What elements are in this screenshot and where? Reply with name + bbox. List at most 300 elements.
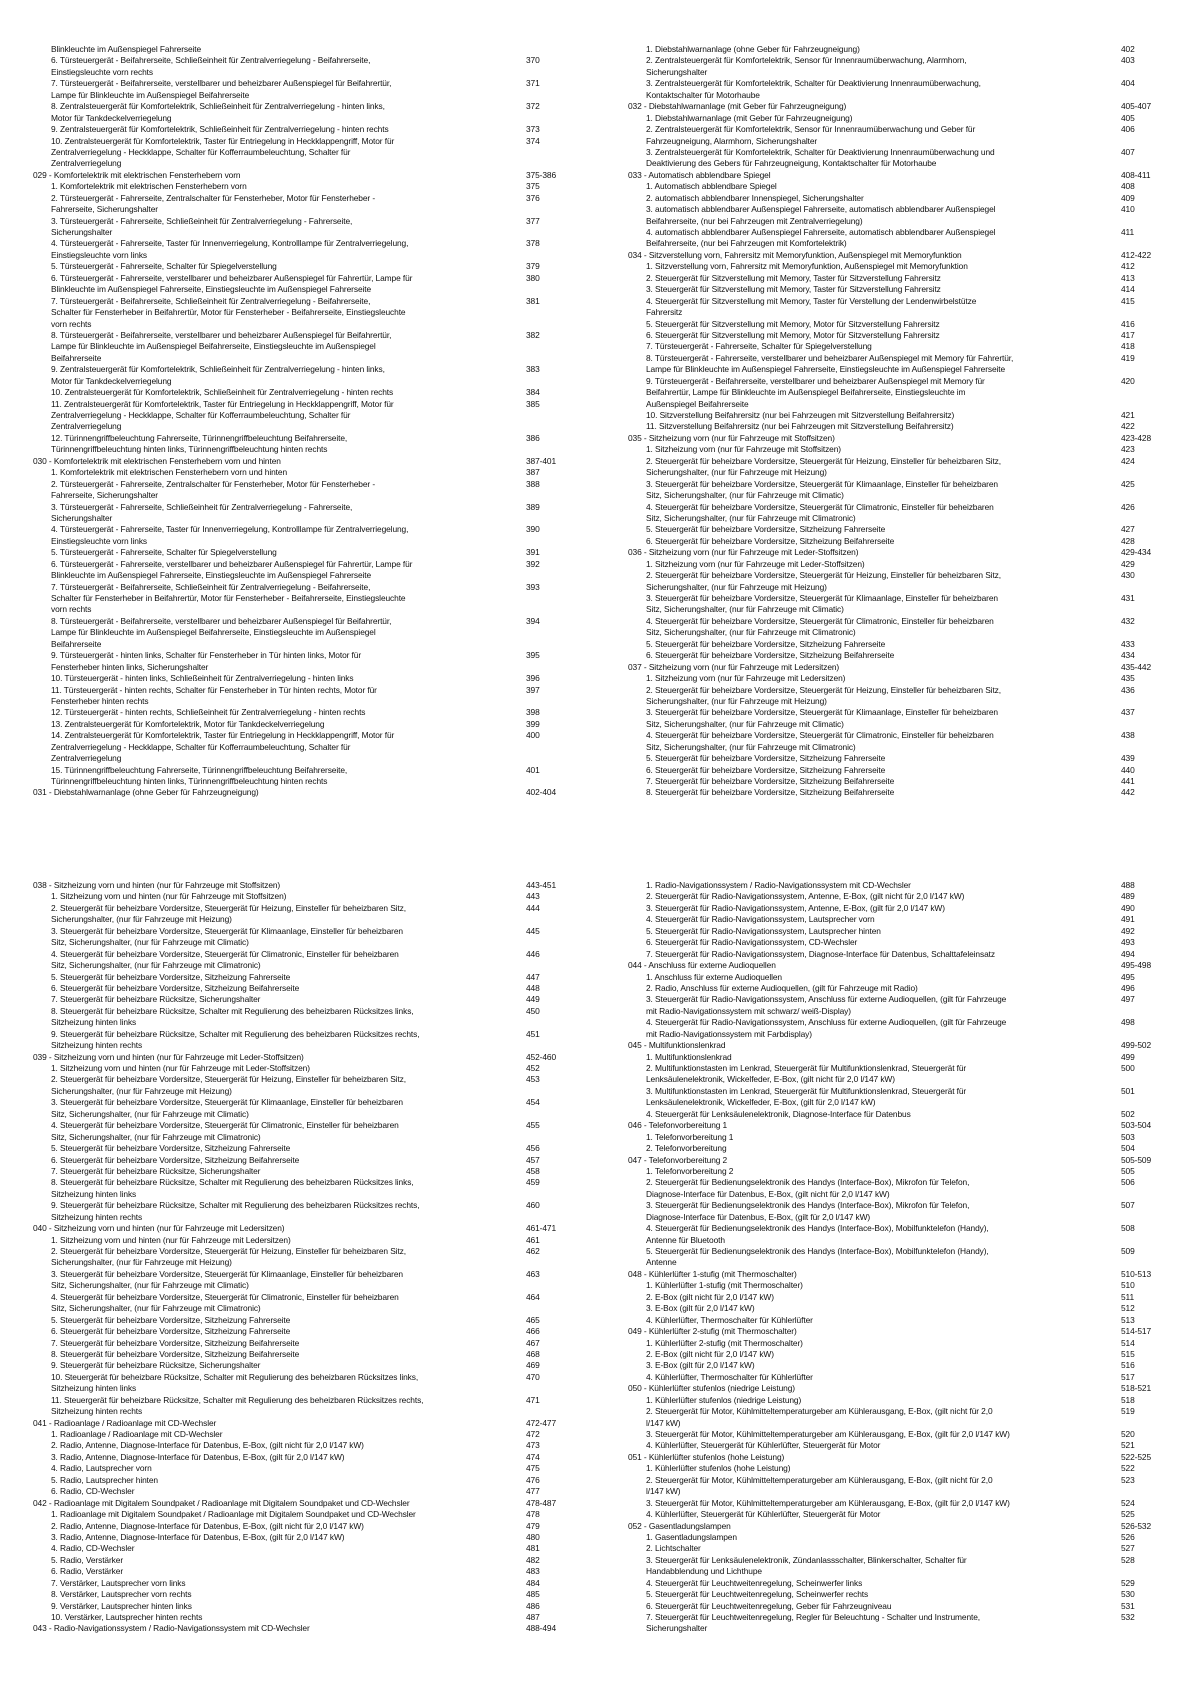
toc-section-heading [33, 1498, 573, 1509]
toc-page-number: 507 [1121, 1200, 1135, 1211]
toc-entry [33, 1097, 573, 1108]
toc-entry-text: 1. Sitzheizung vorn (nur für Fahrzeuge mit Ledersitzen) [646, 673, 846, 684]
toc-entry [33, 1475, 573, 1486]
toc-page-number: 463 [526, 1268, 540, 1279]
toc-entry-text: 037 - Sitzheizung vorn (nur für Fahrzeuge mit Ledersitzen) [628, 661, 840, 672]
toc-entry-text: Lampe für Blinkleuchte im Außenspiegel Beifahrerseite, Einstiegsleuchte im Außenspiegel [51, 341, 376, 352]
toc-page-number: 531 [1121, 1600, 1135, 1611]
toc-page-number: 497 [1121, 994, 1135, 1005]
toc-entry-text: Sicherungshalter, (nur für Fahrzeuge mit Heizung) [646, 581, 827, 592]
toc-page-number: 461-471 [526, 1223, 557, 1234]
toc-entry-text: Motor für Tankdeckelverriegelung [51, 112, 172, 123]
toc-entry-text: 7. Steuergerät für Radio-Navigationssystem, Diagnose-Interface für Datenbus, Schalttafeleinsatz [646, 948, 995, 959]
toc-entry [33, 662, 573, 673]
toc-entry-text: 6. Steuergerät für Sitzverstellung mit Memory, Motor für Sitzverstellung Fahrersitz [646, 329, 940, 340]
toc-entry [628, 1063, 1168, 1074]
toc-entry [33, 1120, 573, 1131]
toc-entry-text: 3. Steuergerät für Motor, Kühlmitteltemperaturgeber am Kühlerausgang, E-Box, (gilt für 2,0 l/147 kW) [646, 1429, 1010, 1439]
toc-entry-text: Sitzheizung hinten rechts [51, 1406, 143, 1417]
toc-entry-text: 1. Automatisch abblendbare Spiegel [646, 181, 777, 192]
toc-entry-text: 3. Steuergerät für Radio-Navigationssystem, Antenne, E-Box, (gilt für 2,0 l/147 kW) [646, 902, 945, 913]
toc-entry-text: Diagnose-Interface für Datenbus, E-Box, (gilt nicht für 2,0 l/147 kW) [646, 1188, 890, 1199]
toc-page-number: 408-411 [1121, 169, 1151, 180]
toc-entry [33, 1040, 573, 1051]
toc-entry [628, 559, 1168, 570]
toc-entry-text: 035 - Sitzheizung vorn (nur für Fahrzeuge mit Stoffsitzen) [628, 432, 835, 443]
toc-page-number: 452-460 [526, 1051, 557, 1062]
toc-entry [628, 1543, 1168, 1554]
toc-entry [33, 296, 573, 307]
toc-entry [33, 1315, 573, 1326]
toc-entry [628, 399, 1168, 410]
toc-entry [628, 1166, 1168, 1177]
toc-page-number: 488-494 [526, 1623, 557, 1634]
toc-page-number: 411 [1121, 227, 1135, 237]
toc-entry-text: Fahrerseite, Sicherungshalter [51, 490, 158, 501]
toc-entry [33, 90, 573, 101]
toc-entry [33, 650, 573, 661]
toc-page-number: 468 [526, 1348, 540, 1359]
toc-entry-text: 8. Türsteuergerät - Beifahrerseite, verstellbarer und beheizbarer Außenspiegel für Beifahrertür, [51, 329, 392, 340]
toc-entry-text: Kontaktschalter für Motorhaube [646, 89, 760, 100]
toc-entry-text: Handabblendung und Lichthupe [646, 1566, 762, 1577]
toc-entry [33, 410, 573, 421]
toc-entry-text: 13. Zentralsteuergerät für Komfortelektrik, Motor für Tankdeckelverriegelung [51, 718, 325, 729]
toc-page-number: 428 [1121, 535, 1135, 546]
toc-entry-text: 6. Steuergerät für beheizbare Vordersitze, Sitzheizung Fahrerseite [646, 764, 886, 775]
toc-entry-text: 2. Türsteuergerät - Fahrerseite, Zentralschalter für Fensterheber, Motor für Fensterheber - [51, 478, 376, 489]
toc-entry-text: 2. Steuergerät für Motor, Kühlmitteltemperaturgeber am Kühlerausgang, E-Box, (gilt nicht für 2,0 [646, 1474, 993, 1485]
toc-entry [628, 227, 1168, 238]
toc-entry [628, 1406, 1168, 1417]
toc-page-number: 432 [1121, 615, 1135, 626]
toc-entry-text: 5. Steuergerät für beheizbare Vordersitze, Sitzheizung Fahrerseite [51, 971, 291, 982]
toc-entry [33, 1006, 573, 1017]
toc-entry-text: 5. Steuergerät für beheizbare Vordersitze, Sitzheizung Fahrerseite [646, 524, 886, 535]
toc-page-number: 474 [526, 1451, 540, 1462]
toc-entry-text: Einstiegsleuchte vorn links [51, 249, 147, 260]
toc-section-heading [628, 1040, 1168, 1051]
toc-entry-text: 6. Steuergerät für Radio-Navigationssystem, CD-Wechsler [646, 937, 858, 948]
toc-entry-text: Sitzheizung hinten rechts [51, 1040, 143, 1051]
toc-entry [628, 719, 1168, 730]
toc-entry-text: 031 - Diebstahlwarnanlage (ohne Geber für Fahrzeugneigung) [33, 787, 259, 798]
toc-entry [628, 593, 1168, 604]
toc-entry [628, 284, 1168, 295]
toc-entry-text: Sitzheizung hinten links [51, 1188, 137, 1199]
toc-page-number: 420 [1121, 375, 1135, 386]
toc-page-number: 412-422 [1121, 249, 1152, 260]
toc-entry [33, 78, 573, 89]
toc-entry-text: 6. Steuergerät für beheizbare Vordersitze, Sitzheizung Fahrerseite [51, 1326, 291, 1337]
toc-page-number: 456 [526, 1143, 540, 1154]
toc-entry [628, 1097, 1168, 1108]
toc-entry-text: 3. E-Box (gilt für 2,0 l/147 kW) [646, 1360, 755, 1371]
toc-entry [33, 1269, 573, 1280]
toc-page-number: 419 [1121, 352, 1135, 363]
toc-entry-text: Fahrerseite, Sicherungshalter [51, 204, 158, 215]
toc-entry [628, 972, 1168, 983]
toc-entry-text: 2. Lichtschalter [646, 1543, 701, 1554]
toc-entry-text: 6. Türsteuergerät - Beifahrerseite, Schließeinheit für Zentralverriegelung - Beifahrerseite, [51, 55, 371, 66]
toc-page-number: 453 [526, 1074, 540, 1085]
toc-page-number: 426 [1121, 501, 1135, 512]
toc-page-number: 460 [526, 1200, 540, 1211]
toc-entry [33, 903, 573, 914]
toc-page-number: 448 [526, 982, 540, 993]
toc-entry-text: 7. Türsteuergerät - Beifahrerseite, verstellbarer und beheizbarer Außenspiegel für Beifahrertür, [51, 78, 392, 89]
toc-page-number: 495 [1121, 971, 1135, 982]
toc-entry-text: Sicherungshalter, (nur für Fahrzeuge mit Heizung) [51, 1257, 232, 1268]
toc-page-number: 516 [1121, 1360, 1135, 1371]
toc-page-number: 467 [526, 1337, 540, 1348]
toc-page-number: 435-442 [1121, 661, 1152, 672]
toc-page-number: 504 [1121, 1143, 1135, 1154]
toc-entry [628, 1372, 1168, 1383]
toc-entry-text: 1. Komfortelektrik mit elektrischen Fensterhebern vorn und hinten [51, 467, 288, 478]
toc-entry [628, 387, 1168, 398]
toc-entry-text: Türinnengriffbeleuchtung hinten links, Türinnengriffbeleuchtung hinten rechts [51, 444, 328, 455]
toc-page-number: 511 [1121, 1291, 1135, 1302]
toc-entry [628, 1578, 1168, 1589]
toc-page-number: 414 [1121, 284, 1135, 295]
toc-page-number: 518-521 [1121, 1383, 1152, 1394]
toc-entry-text: Sitz, Sicherungshalter, (nur für Fahrzeuge mit Climatronic) [51, 1131, 261, 1142]
toc-page-top-right [628, 44, 1168, 814]
toc-entry [33, 1429, 573, 1440]
toc-entry [628, 90, 1168, 101]
toc-page-bottom-left [33, 880, 573, 1670]
toc-page-number: 532 [1121, 1612, 1135, 1622]
toc-page-number: 513 [1121, 1314, 1135, 1325]
toc-entry-text: 3. Türsteuergerät - Fahrerseite, Schließeinheit für Zentralverriegelung - Fahrerseite, [51, 215, 353, 226]
toc-entry-text: 8. Steuergerät für beheizbare Rücksitze, Schalter mit Regulierung des beheizbaren Rücksitzes links, [51, 1005, 414, 1016]
toc-page-number: 423-428 [1121, 432, 1152, 443]
toc-page-number: 423 [1121, 444, 1135, 455]
toc-entry-text: l/147 kW) [646, 1486, 681, 1497]
toc-page-number: 376 [526, 192, 540, 203]
toc-entry [628, 1395, 1168, 1406]
toc-page-number: 418 [1121, 341, 1135, 352]
toc-entry-text: Antenne für Bluetooth [646, 1234, 725, 1245]
toc-entry-text: 3. Multifunktionstasten im Lenkrad, Steuergerät für Multifunktionslenkrad, Steuergerät für [646, 1085, 967, 1096]
toc-page-number: 501 [1121, 1085, 1135, 1096]
toc-section-heading [628, 662, 1168, 673]
toc-entry-text: 1. Diebstahlwarnanlage (ohne Geber für Fahrzeugneigung) [646, 44, 860, 54]
toc-page-number: 522-525 [1121, 1451, 1152, 1462]
toc-page-number: 466 [526, 1326, 540, 1337]
toc-entry [628, 891, 1168, 902]
toc-entry-text: 032 - Diebstahlwarnanlage (mit Geber für Fahrzeugneigung) [628, 101, 847, 112]
toc-entry-text: Sitz, Sicherungshalter, (nur für Fahrzeuge mit Climatic) [646, 490, 844, 501]
toc-entry-text: 2. Steuergerät für beheizbare Vordersitze, Steuergerät für Heizung, Einsteller für beheizbaren Sitz, [646, 455, 1001, 466]
toc-page-number: 440 [1121, 764, 1135, 775]
toc-entry-text: Sitz, Sicherungshalter, (nur für Fahrzeuge mit Climatic) [51, 1108, 249, 1119]
toc-entry [33, 147, 573, 158]
toc-page-number: 455 [526, 1120, 540, 1131]
toc-entry [628, 914, 1168, 925]
toc-page-number: 436 [1121, 684, 1135, 695]
toc-page-number: 484 [526, 1577, 540, 1588]
toc-entry-text: 4. automatisch abblendbarer Außenspiegel Fahrerseite, automatisch abblendbarer Außenspiegel [646, 227, 996, 237]
toc-entry [628, 444, 1168, 455]
toc-page-number: 442 [1121, 787, 1135, 798]
toc-entry [33, 891, 573, 902]
toc-entry [628, 1303, 1168, 1314]
toc-entry-text: Zentralverriegelung - Heckklappe, Schalter für Kofferraumbeleuchtung, Schalter für [51, 741, 351, 752]
toc-page-number: 395 [526, 650, 540, 661]
toc-page-number: 471 [526, 1394, 540, 1405]
toc-entry-text: 6. Steuergerät für Leuchtweitenregelung, Geber für Fahrzeugniveau [646, 1600, 892, 1611]
toc-page-number: 496 [1121, 982, 1135, 993]
toc-page-number: 373 [526, 124, 540, 135]
toc-page-number: 387 [526, 467, 540, 478]
toc-entry-text: 033 - Automatisch abblendbare Spiegel [628, 169, 771, 180]
toc-entry [33, 914, 573, 925]
toc-section-heading [628, 101, 1168, 112]
toc-entry [628, 639, 1168, 650]
toc-entry-text: 4. Radio, Lautsprecher vorn [51, 1463, 152, 1474]
toc-page-number: 375-386 [526, 169, 557, 180]
toc-page-number: 427 [1121, 524, 1135, 535]
toc-entry-text: Sicherungshalter, (nur für Fahrzeuge mit Heizung) [646, 467, 827, 478]
toc-entry [628, 1109, 1168, 1120]
toc-entry [33, 319, 573, 330]
toc-entry-text: Fahrzeugneigung, Alarmhorn, Sicherungshalter [646, 135, 818, 146]
toc-entry [33, 1086, 573, 1097]
toc-entry-text: 4. Steuergerät für Radio-Navigationssystem, Lautsprecher vorn [646, 914, 875, 925]
toc-entry [33, 238, 573, 249]
toc-entry-text: Sitz, Sicherungshalter, (nur für Fahrzeuge mit Climatronic) [646, 627, 856, 638]
toc-entry-text: 2. Multifunktionstasten im Lenkrad, Steuergerät für Multifunktionslenkrad, Steuergerät für [646, 1063, 967, 1073]
toc-entry-text: 2. Steuergerät für Bedienungselektronik des Handys (Interface-Box), Mikrofon für Telefon, [646, 1177, 970, 1188]
toc-entry-text: Lenksäulenelektronik, Wickelfeder, E-Box, (gilt nicht für 2,0 l/147 kW) [646, 1074, 895, 1085]
toc-entry-text: 11. Türsteuergerät - hinten rechts, Schalter für Fensterheber in Tür hinten rechts, Motor für [51, 684, 377, 695]
toc-entry-text: 3. Steuergerät für beheizbare Vordersitze, Steuergerät für Klimaanlage, Einsteller für beheizbaren [646, 707, 998, 718]
toc-entry [628, 1532, 1168, 1543]
toc-entry [628, 685, 1168, 696]
toc-entry-text: Beifahrerseite, (nur bei Fahrzeugen mit Komfortelektrik) [646, 238, 847, 249]
toc-page-number: 415 [1121, 295, 1135, 306]
toc-page-number: 417 [1121, 329, 1135, 340]
toc-entry-text: 036 - Sitzheizung vorn (nur für Fahrzeuge mit Leder-Stoffsitzen) [628, 547, 859, 558]
toc-entry [628, 319, 1168, 330]
toc-page-number: 405-407 [1121, 101, 1152, 112]
toc-entry [628, 353, 1168, 364]
toc-page-number: 523 [1121, 1474, 1135, 1485]
toc-entry-text: 030 - Komfortelektrik mit elektrischen Fensterhebern vorn und hinten [33, 455, 281, 466]
toc-entry [33, 261, 573, 272]
toc-entry [628, 456, 1168, 467]
toc-entry [628, 1589, 1168, 1600]
toc-entry-text: 1. Sitzheizung vorn (nur für Fahrzeuge mit Leder-Stoffsitzen) [646, 558, 865, 569]
toc-entry [628, 1418, 1168, 1429]
toc-page-number: 524 [1121, 1497, 1135, 1508]
toc-entry [33, 1063, 573, 1074]
toc-entry-text: 1. Diebstahlwarnanlage (mit Geber für Fahrzeugneigung) [646, 112, 853, 123]
toc-entry-text: 043 - Radio-Navigationssystem / Radio-Navigationssystem mit CD-Wechsler [33, 1623, 310, 1634]
toc-entry [628, 307, 1168, 318]
toc-entry-text: Blinkleuchte im Außenspiegel Fahrerseite, Einstiegsleuchte im Außenspiegel Fahrerseite [51, 284, 372, 295]
toc-entry [33, 330, 573, 341]
toc-page-number: 500 [1121, 1063, 1135, 1073]
toc-entry-text: 4. Steuergerät für beheizbare Vordersitze, Steuergerät für Climatronic, Einsteller für beheizbaren [51, 1120, 399, 1131]
toc-page-number: 472-477 [526, 1417, 557, 1428]
toc-entry [33, 1166, 573, 1177]
toc-page-number: 406 [1121, 124, 1135, 135]
toc-entry [628, 136, 1168, 147]
toc-entry-text: Türinnengriffbeleuchtung hinten links, Türinnengriffbeleuchtung hinten rechts [51, 776, 328, 786]
toc-entry-text: 10. Zentralsteuergerät für Komfortelektrik, Schließeinheit für Zentralverriegelung - hinten rechts [51, 387, 394, 398]
toc-entry-text: 2. Steuergerät für beheizbare Vordersitze, Steuergerät für Heizung, Einsteller für beheizbaren Sitz, [646, 684, 1001, 695]
toc-entry-text: 10. Verstärker, Lautsprecher hinten rechts [51, 1612, 203, 1622]
toc-entry-text: 2. Radio, Antenne, Diagnose-Interface für Datenbus, E-Box, (gilt nicht für 2,0 l/147 kW) [51, 1440, 364, 1451]
toc-entry [628, 1052, 1168, 1063]
toc-entry-text: 044 - Anschluss für externe Audioquellen [628, 960, 776, 971]
toc-entry [33, 696, 573, 707]
toc-page-number: 530 [1121, 1589, 1135, 1600]
toc-page-number: 483 [526, 1566, 540, 1577]
toc-entry [628, 1463, 1168, 1474]
toc-entry [33, 753, 573, 764]
toc-page-number: 444 [526, 902, 540, 913]
toc-entry [628, 1349, 1168, 1360]
toc-entry-text: 6. Steuergerät für beheizbare Vordersitze, Sitzheizung Beifahrerseite [51, 982, 300, 993]
toc-page-number: 462 [526, 1246, 540, 1256]
toc-page-number: 518 [1121, 1394, 1135, 1405]
toc-page-number: 517 [1121, 1371, 1135, 1382]
toc-page-number: 521 [1121, 1440, 1135, 1451]
toc-page-number: 437 [1121, 707, 1135, 718]
toc-page-number: 445 [526, 925, 540, 936]
toc-entry [628, 765, 1168, 776]
toc-entry [628, 650, 1168, 661]
toc-entry [33, 479, 573, 490]
toc-page-number: 454 [526, 1097, 540, 1108]
toc-entry-text: 1. Multifunktionslenkrad [646, 1051, 732, 1062]
toc-entry [628, 753, 1168, 764]
toc-entry-text: 7. Steuergerät für beheizbare Rücksitze, Sicherungshalter [51, 994, 261, 1005]
toc-entry-text: Einstiegsleuchte vorn rechts [51, 66, 153, 77]
toc-entry [628, 1189, 1168, 1200]
toc-page-number: 480 [526, 1531, 540, 1542]
toc-entry [33, 1532, 573, 1543]
toc-entry [628, 1440, 1168, 1451]
toc-entry [33, 136, 573, 147]
toc-entry-text: Motor für Tankdeckelverriegelung [51, 375, 172, 386]
toc-entry-text: 3. Steuergerät für Bedienungselektronik des Handys (Interface-Box), Mikrofon für Telefon, [646, 1200, 970, 1211]
toc-section-heading [33, 787, 573, 798]
toc-page-number: 390 [526, 524, 540, 535]
toc-entry-text: 9. Steuergerät für beheizbare Rücksitze, Schalter mit Regulierung des beheizbaren Rücksitzes rechts, [51, 1200, 420, 1211]
toc-entry [628, 261, 1168, 272]
toc-entry [33, 101, 573, 112]
toc-page-number: 438 [1121, 730, 1135, 741]
toc-page-number: 374 [526, 135, 540, 146]
toc-entry [628, 1132, 1168, 1143]
toc-entry-text: Sitz, Sicherungshalter, (nur für Fahrzeuge mit Climatronic) [51, 960, 261, 971]
toc-entry [33, 250, 573, 261]
toc-page-bottom-right [628, 880, 1168, 1670]
toc-entry [33, 421, 573, 432]
toc-entry-text: 2. Steuergerät für beheizbare Vordersitze, Steuergerät für Heizung, Einsteller für beheizbaren Sitz, [646, 570, 1001, 581]
toc-entry-text: 1. Telefonvorbereitung 2 [646, 1165, 734, 1176]
toc-page-number: 389 [526, 501, 540, 512]
toc-entry-text: 041 - Radioanlage / Radioanlage mit CD-Wechsler [33, 1417, 217, 1428]
toc-entry-text: Blinkleuchte im Außenspiegel Fahrerseite [51, 44, 202, 54]
toc-page-number: 441 [1121, 776, 1135, 786]
toc-entry-text: 3. Türsteuergerät - Fahrerseite, Schließeinheit für Zentralverriegelung - Fahrerseite, [51, 501, 353, 512]
toc-entry-text: 4. Radio, CD-Wechsler [51, 1543, 135, 1554]
toc-entry-text: Sitzheizung hinten links [51, 1383, 137, 1394]
toc-entry [628, 204, 1168, 215]
toc-entry [628, 1498, 1168, 1509]
toc-entry-text: 1. Kühlerlüfter 1-stufig (mit Thermoschalter) [646, 1280, 803, 1291]
toc-entry [33, 181, 573, 192]
toc-entry-text: 4. Türsteuergerät - Fahrerseite, Taster für Innenverriegelung, Kontrolllampe für Zentralverriegelung, [51, 238, 409, 249]
toc-page-number: 461 [526, 1234, 540, 1245]
toc-entry-text: 047 - Telefonvorbereitung 2 [628, 1154, 728, 1165]
toc-entry [33, 273, 573, 284]
toc-entry [33, 1132, 573, 1143]
toc-entry-text: Zentralverriegelung [51, 421, 122, 432]
toc-entry [33, 1280, 573, 1291]
toc-entry [33, 776, 573, 787]
toc-entry [33, 1349, 573, 1360]
toc-page-number: 478 [526, 1509, 540, 1520]
toc-entry [33, 1521, 573, 1532]
toc-entry [33, 627, 573, 638]
toc-section-heading [628, 433, 1168, 444]
toc-entry-text: 4. Steuergerät für beheizbare Vordersitze, Steuergerät für Climatronic, Einsteller für beheizbaren [646, 501, 994, 512]
toc-entry-text: 9. Türsteuergerät - hinten links, Schalter für Fensterheber in Tür hinten links, Motor für [51, 650, 362, 661]
toc-entry [33, 444, 573, 455]
toc-entry-text: 1. Gasentladungslampen [646, 1531, 737, 1542]
toc-entry [33, 1486, 573, 1497]
toc-entry-text: 5. Radio, Verstärker [51, 1554, 124, 1565]
toc-entry-text: 10. Zentralsteuergerät für Komfortelektrik, Taster für Entriegelung in Heckklappengriff, Motor für [51, 135, 395, 146]
toc-entry-text: 5. Steuergerät für beheizbare Vordersitze, Sitzheizung Fahrerseite [646, 753, 886, 764]
toc-page-number: 525 [1121, 1509, 1135, 1520]
toc-entry [628, 787, 1168, 798]
toc-entry [628, 1235, 1168, 1246]
toc-entry [628, 949, 1168, 960]
toc-entry-text: 4. Kühlerlüfter, Steuergerät für Kühlerlüfter, Steuergerät für Motor [646, 1509, 881, 1520]
toc-entry-text: 3. Steuergerät für Motor, Kühlmitteltemperaturgeber am Kühlerausgang, E-Box, (gilt für 2,0 l/147 kW) [646, 1497, 1010, 1508]
toc-entry-text: 10. Steuergerät für beheizbare Rücksitze, Schalter mit Regulierung des beheizbaren Rücksitzes links, [51, 1371, 419, 1382]
toc-entry-text: 4. Türsteuergerät - Fahrerseite, Taster für Innenverriegelung, Kontrolllampe für Zentralverriegelung, [51, 524, 409, 535]
toc-entry-text: 1. Sitzverstellung vorn, Fahrersitz mit Memoryfunktion, Außenspiegel mit Memoryfunktion [646, 261, 968, 272]
toc-entry [628, 1212, 1168, 1223]
toc-entry-text: Beifahrerseite [51, 638, 102, 649]
toc-page-top-left [33, 44, 573, 814]
toc-entry-text: 6. Steuergerät für beheizbare Vordersitze, Sitzheizung Beifahrerseite [646, 650, 895, 661]
toc-page-number: 378 [526, 238, 540, 249]
toc-entry [628, 479, 1168, 490]
toc-entry-text: vorn rechts [51, 604, 92, 615]
toc-page-number: 451 [526, 1028, 540, 1039]
toc-page-number: 522 [1121, 1463, 1135, 1474]
toc-page-number: 498 [1121, 1017, 1135, 1028]
toc-entry [33, 513, 573, 524]
toc-entry-text: 1. Kühlerlüfter 2-stufig (mit Thermoschalter) [646, 1337, 803, 1348]
toc-entry-text: 5. Steuergerät für Leuchtweitenregelung, Scheinwerfer rechts [646, 1589, 869, 1600]
toc-entry-text: Deaktivierung des Gebers für Fahrzeugneigung, Kontaktschalter für Motorhaube [646, 158, 937, 169]
toc-entry [628, 1360, 1168, 1371]
toc-entry-text: 048 - Kühlerlüfter 1-stufig (mit Thermoschalter) [628, 1268, 797, 1279]
toc-entry [33, 1543, 573, 1554]
toc-entry-text: 7. Steuergerät für beheizbare Rücksitze, Sicherungshalter [51, 1165, 261, 1176]
